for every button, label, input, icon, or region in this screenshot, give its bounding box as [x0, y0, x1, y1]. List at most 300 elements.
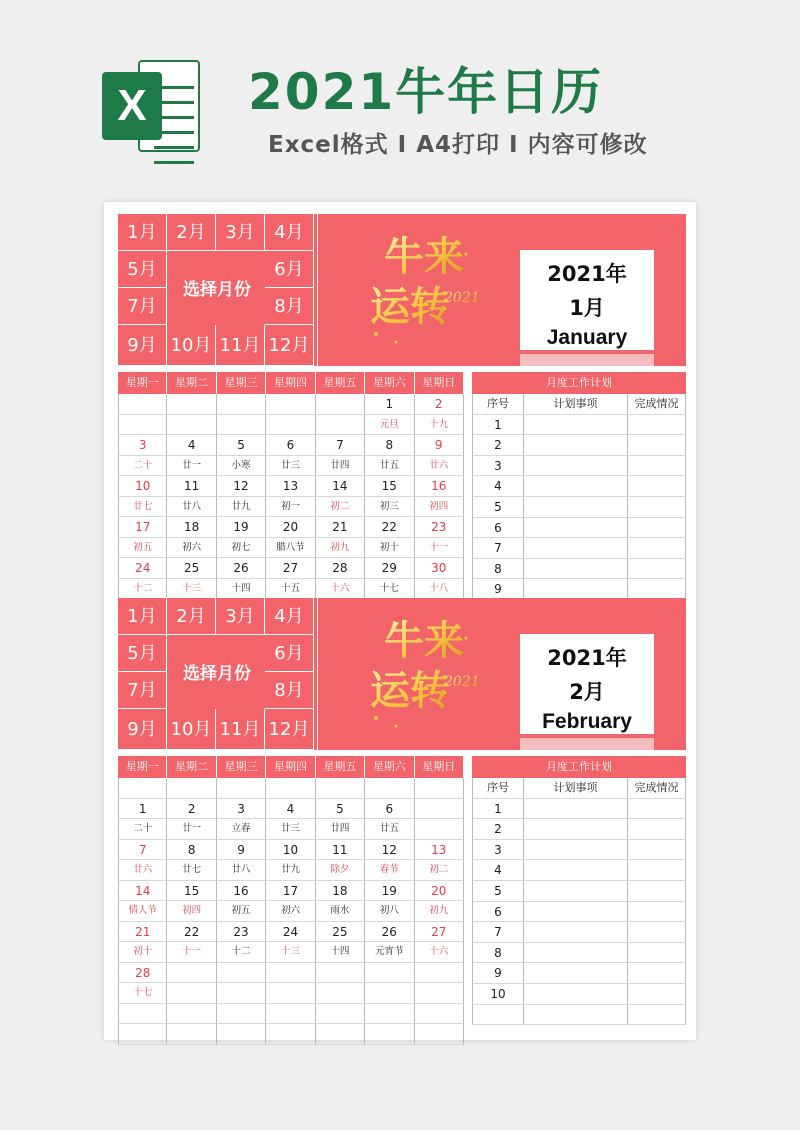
weekday-label: 星期三	[217, 756, 266, 778]
lunar-cell[interactable]: 十六	[415, 942, 464, 963]
plan-status-cell[interactable]	[628, 799, 686, 820]
date-cell[interactable]: 20	[415, 881, 464, 902]
lunar-cell[interactable]: 廿四	[316, 456, 365, 477]
month-button-3[interactable]: 3月	[216, 598, 265, 635]
plan-status-cell[interactable]	[628, 518, 686, 539]
date-cell[interactable]	[217, 1024, 266, 1045]
date-cell[interactable]: 6	[266, 435, 315, 456]
date-row	[118, 1004, 464, 1025]
month-button-9[interactable]: 9月	[118, 709, 167, 750]
lunar-cell[interactable]: 初一	[266, 497, 315, 518]
plan-item-cell[interactable]	[524, 518, 628, 539]
date-cell[interactable]: 1	[118, 799, 167, 820]
lunar-cell[interactable]: 元宵节	[365, 942, 414, 963]
weekday-header	[118, 756, 464, 778]
month-button-4[interactable]: 4月	[265, 598, 314, 635]
date-cell[interactable]: 7	[316, 435, 365, 456]
date-cell[interactable]	[167, 963, 216, 984]
ox-luck-calligraphy	[366, 608, 486, 738]
date-cell[interactable]	[266, 1004, 315, 1025]
plan-item-cell[interactable]	[524, 902, 628, 923]
date-cell[interactable]	[316, 778, 365, 799]
date-cell[interactable]	[217, 963, 266, 984]
plan-row	[472, 922, 686, 943]
date-row	[118, 922, 464, 943]
date-cell[interactable]: 25	[316, 922, 365, 943]
plan-status-cell[interactable]	[628, 943, 686, 964]
plan-number: 6	[472, 518, 524, 539]
date-cell[interactable]: 17	[266, 881, 315, 902]
plan-status-cell[interactable]	[628, 819, 686, 840]
date-cell[interactable]	[118, 1004, 167, 1025]
weekday-label: 星期三	[217, 372, 266, 394]
plan-row	[472, 476, 686, 497]
date-cell[interactable]	[316, 963, 365, 984]
lunar-cell[interactable]: 十三	[266, 942, 315, 963]
deco-line2: 运转	[370, 667, 450, 714]
plan-item-cell[interactable]	[524, 415, 628, 436]
date-cell[interactable]: 24	[266, 922, 315, 943]
date-cell[interactable]: 9	[217, 840, 266, 861]
lunar-cell[interactable]: 初六	[266, 901, 315, 922]
page-header	[0, 0, 800, 190]
weekday-label: 星期四	[266, 372, 315, 394]
date-cell[interactable]: 5	[316, 799, 365, 820]
date-cell[interactable]	[365, 963, 414, 984]
date-cell[interactable]	[217, 394, 266, 415]
date-cell[interactable]	[316, 1024, 365, 1045]
lunar-cell[interactable]: 情人节	[118, 901, 167, 922]
month-button-5[interactable]: 5月	[118, 251, 167, 288]
lunar-row	[118, 579, 464, 600]
date-cell[interactable]	[365, 778, 414, 799]
date-cell[interactable]: 13	[415, 840, 464, 861]
date-row	[118, 1024, 464, 1045]
lunar-cell[interactable]	[415, 983, 464, 1004]
date-cell[interactable]	[316, 394, 365, 415]
plan-number: 4	[472, 476, 524, 497]
deco-line2: 运转	[370, 283, 450, 330]
date-cell[interactable]	[415, 799, 464, 820]
plan-status-cell[interactable]	[628, 476, 686, 497]
date-cell[interactable]: 28	[118, 963, 167, 984]
monthly-plan-table	[472, 372, 686, 600]
month-button-6[interactable]: 6月	[265, 635, 314, 672]
lunar-cell[interactable]: 十六	[316, 579, 365, 600]
weekday-label: 星期五	[316, 756, 365, 778]
lunar-cell[interactable]: 初三	[365, 497, 414, 518]
date-cell[interactable]: 11	[316, 840, 365, 861]
date-cell[interactable]	[415, 778, 464, 799]
lunar-cell[interactable]: 初八	[365, 901, 414, 922]
plan-number: 2	[472, 435, 524, 456]
lunar-cell[interactable]: 廿八	[217, 860, 266, 881]
date-cell[interactable]: 4	[167, 435, 216, 456]
month-button-2[interactable]: 2月	[167, 598, 216, 635]
month-button-3[interactable]: 3月	[216, 214, 265, 251]
plan-number: 1	[472, 415, 524, 436]
plan-row	[472, 559, 686, 580]
plan-status-cell[interactable]	[628, 1005, 686, 1026]
plan-row	[472, 881, 686, 902]
lunar-cell[interactable]	[167, 983, 216, 1004]
month-button-12[interactable]: 12月	[265, 709, 314, 750]
month-button-5[interactable]: 5月	[118, 635, 167, 672]
month-button-7[interactable]: 7月	[118, 672, 167, 709]
date-cell[interactable]	[167, 394, 216, 415]
date-cell[interactable]	[365, 1004, 414, 1025]
date-cell[interactable]: 15	[365, 476, 414, 497]
plan-number: 3	[472, 840, 524, 861]
plan-number: 7	[472, 538, 524, 559]
plan-row	[472, 840, 686, 861]
date-cell[interactable]: 14	[118, 881, 167, 902]
date-cell[interactable]: 10	[266, 840, 315, 861]
date-cell[interactable]: 1	[365, 394, 414, 415]
date-cell[interactable]: 11	[167, 476, 216, 497]
date-row	[118, 840, 464, 861]
date-cell[interactable]: 30	[415, 558, 464, 579]
year-label: 2021年	[547, 262, 627, 286]
date-cell[interactable]: 8	[365, 435, 414, 456]
plan-number: 4	[472, 860, 524, 881]
lunar-cell[interactable]: 初六	[167, 538, 216, 559]
weekday-label: 星期二	[167, 756, 216, 778]
plan-status-cell[interactable]	[628, 415, 686, 436]
lunar-cell[interactable]: 春节	[365, 860, 414, 881]
lunar-cell[interactable]: 十八	[415, 579, 464, 600]
date-cell[interactable]: 3	[217, 799, 266, 820]
plan-status-cell[interactable]	[628, 456, 686, 477]
lunar-cell[interactable]: 初九	[316, 538, 365, 559]
plan-item-cell[interactable]	[524, 963, 628, 984]
month-button-11[interactable]: 11月	[216, 709, 265, 750]
lunar-cell[interactable]: 初十	[118, 942, 167, 963]
plan-status-cell[interactable]	[628, 579, 686, 600]
month-label: 2月	[569, 680, 605, 704]
date-cell[interactable]: 13	[266, 476, 315, 497]
date-cell[interactable]: 18	[167, 517, 216, 538]
lunar-cell[interactable]: 十二	[118, 579, 167, 600]
date-cell[interactable]	[167, 1024, 216, 1045]
plan-item-cell[interactable]	[524, 435, 628, 456]
date-cell[interactable]: 22	[167, 922, 216, 943]
month-button-10[interactable]: 10月	[167, 709, 216, 750]
lunar-cell[interactable]: 廿九	[266, 860, 315, 881]
date-cell[interactable]: 19	[365, 881, 414, 902]
plan-row	[472, 902, 686, 923]
date-cell[interactable]: 28	[316, 558, 365, 579]
plan-item-cell[interactable]	[524, 881, 628, 902]
date-cell[interactable]	[415, 963, 464, 984]
plan-row	[472, 435, 686, 456]
page-subtitle: Excel格式 I A4打印 I 内容可修改	[268, 132, 648, 158]
date-cell[interactable]: 26	[365, 922, 414, 943]
lunar-cell[interactable]: 十一	[167, 942, 216, 963]
ox-luck-calligraphy	[366, 224, 486, 354]
lunar-row	[118, 819, 464, 840]
plan-item-cell[interactable]	[524, 943, 628, 964]
date-cell[interactable]: 21	[316, 517, 365, 538]
lunar-cell[interactable]: 廿三	[266, 819, 315, 840]
year-label: 2021年	[547, 646, 627, 670]
plan-item-cell[interactable]	[524, 456, 628, 477]
plan-row	[472, 579, 686, 600]
calendar-grid	[118, 756, 464, 1045]
month-button-8[interactable]: 8月	[265, 288, 314, 325]
lunar-cell[interactable]	[167, 415, 216, 436]
date-row	[118, 435, 464, 456]
lunar-cell[interactable]: 十三	[167, 579, 216, 600]
date-cell[interactable]: 7	[118, 840, 167, 861]
plan-item-cell[interactable]	[524, 819, 628, 840]
lunar-cell[interactable]: 初二	[316, 497, 365, 518]
select-month-label[interactable]: 选择月份	[183, 280, 251, 300]
month-button-11[interactable]: 11月	[216, 325, 265, 366]
plan-item-cell[interactable]	[524, 922, 628, 943]
deco-year: 2021	[444, 290, 480, 306]
plan-col-no: 序号	[472, 778, 524, 799]
lunar-cell[interactable]: 十七	[365, 579, 414, 600]
lunar-cell[interactable]	[415, 819, 464, 840]
date-cell[interactable]	[266, 778, 315, 799]
month-banner	[118, 598, 686, 750]
weekday-label: 星期日	[415, 372, 464, 394]
lunar-cell[interactable]: 廿六	[118, 860, 167, 881]
lunar-cell[interactable]: 除夕	[316, 860, 365, 881]
lunar-cell[interactable]: 廿八	[167, 497, 216, 518]
lunar-cell[interactable]: 初九	[415, 901, 464, 922]
lunar-cell[interactable]	[365, 983, 414, 1004]
date-cell[interactable]	[415, 1004, 464, 1025]
date-cell[interactable]: 2	[167, 799, 216, 820]
lunar-cell[interactable]: 十四	[217, 579, 266, 600]
date-cell[interactable]: 16	[415, 476, 464, 497]
plan-number: 1	[472, 799, 524, 820]
month-button-10[interactable]: 10月	[167, 325, 216, 366]
plan-item-cell[interactable]	[524, 579, 628, 600]
plan-item-cell[interactable]	[524, 538, 628, 559]
weekday-label: 星期四	[266, 756, 315, 778]
date-cell[interactable]	[365, 1024, 414, 1045]
date-cell[interactable]: 9	[415, 435, 464, 456]
date-cell[interactable]: 19	[217, 517, 266, 538]
lunar-cell[interactable]	[316, 983, 365, 1004]
lunar-cell[interactable]: 十四	[316, 942, 365, 963]
plan-row	[472, 984, 686, 1005]
plan-status-cell[interactable]	[628, 538, 686, 559]
lunar-cell[interactable]: 二十	[118, 456, 167, 477]
plan-row	[472, 1005, 686, 1026]
plan-status-cell[interactable]	[628, 860, 686, 881]
lunar-cell[interactable]: 初二	[415, 860, 464, 881]
weekday-label: 星期五	[316, 372, 365, 394]
month-button-2[interactable]: 2月	[167, 214, 216, 251]
date-cell[interactable]: 5	[217, 435, 266, 456]
plan-header-row	[472, 778, 686, 799]
lunar-cell[interactable]: 廿四	[316, 819, 365, 840]
date-cell[interactable]: 27	[415, 922, 464, 943]
date-cell[interactable]: 16	[217, 881, 266, 902]
select-month-label[interactable]: 选择月份	[183, 664, 251, 684]
date-cell[interactable]: 26	[217, 558, 266, 579]
lunar-cell[interactable]: 廿一	[167, 819, 216, 840]
date-cell[interactable]	[316, 1004, 365, 1025]
date-cell[interactable]: 8	[167, 840, 216, 861]
month-button-12[interactable]: 12月	[265, 325, 314, 366]
lunar-cell[interactable]	[217, 983, 266, 1004]
date-cell[interactable]	[217, 778, 266, 799]
lunar-cell[interactable]: 立春	[217, 819, 266, 840]
lunar-cell[interactable]: 初四	[415, 497, 464, 518]
date-cell[interactable]: 25	[167, 558, 216, 579]
plan-status-cell[interactable]	[628, 922, 686, 943]
excel-icon	[102, 56, 202, 156]
lunar-cell[interactable]: 十九	[415, 415, 464, 436]
plan-number: 6	[472, 902, 524, 923]
lunar-row	[118, 497, 464, 518]
plan-item-cell[interactable]	[524, 984, 628, 1005]
plan-item-cell[interactable]	[524, 799, 628, 820]
lunar-cell[interactable]: 十二	[217, 942, 266, 963]
month-title-card	[520, 634, 654, 734]
lunar-cell[interactable]: 小寒	[217, 456, 266, 477]
plan-row	[472, 963, 686, 984]
plan-status-cell[interactable]	[628, 902, 686, 923]
date-cell[interactable]: 22	[365, 517, 414, 538]
lunar-cell[interactable]: 元旦	[365, 415, 414, 436]
month-button-1[interactable]: 1月	[118, 598, 167, 635]
date-cell[interactable]: 20	[266, 517, 315, 538]
lunar-cell[interactable]	[217, 415, 266, 436]
date-cell[interactable]	[167, 1004, 216, 1025]
lunar-cell[interactable]: 初五	[118, 538, 167, 559]
lunar-cell[interactable]: 廿五	[365, 819, 414, 840]
plan-item-cell[interactable]	[524, 497, 628, 518]
plan-number: 7	[472, 922, 524, 943]
plan-row	[472, 415, 686, 436]
month-button-6[interactable]: 6月	[265, 251, 314, 288]
lunar-cell[interactable]	[266, 415, 315, 436]
lunar-cell[interactable]: 初十	[365, 538, 414, 559]
date-cell[interactable]: 23	[415, 517, 464, 538]
date-cell[interactable]	[266, 963, 315, 984]
plan-col-status: 完成情况	[628, 394, 686, 415]
plan-item-cell[interactable]	[524, 840, 628, 861]
plan-item-cell[interactable]	[524, 476, 628, 497]
date-cell[interactable]: 18	[316, 881, 365, 902]
month-button-7[interactable]: 7月	[118, 288, 167, 325]
plan-status-cell[interactable]	[628, 840, 686, 861]
lunar-cell[interactable]: 廿三	[266, 456, 315, 477]
date-cell[interactable]	[118, 394, 167, 415]
calendar-sheet	[104, 202, 696, 1040]
lunar-cell[interactable]: 廿七	[167, 860, 216, 881]
date-cell[interactable]: 23	[217, 922, 266, 943]
date-cell[interactable]	[266, 1024, 315, 1045]
plan-item-cell[interactable]	[524, 1005, 628, 1026]
lunar-cell[interactable]: 廿七	[118, 497, 167, 518]
lunar-cell[interactable]: 廿九	[217, 497, 266, 518]
lunar-cell[interactable]	[316, 415, 365, 436]
date-cell[interactable]: 29	[365, 558, 414, 579]
date-cell[interactable]	[118, 1024, 167, 1045]
deco-line1: 牛来	[384, 233, 464, 280]
plan-status-cell[interactable]	[628, 963, 686, 984]
date-cell[interactable]	[415, 1024, 464, 1045]
plan-status-cell[interactable]	[628, 881, 686, 902]
month-selector-grid	[118, 598, 318, 750]
lunar-cell[interactable]: 二十	[118, 819, 167, 840]
weekday-label: 星期一	[118, 756, 167, 778]
month-button-1[interactable]: 1月	[118, 214, 167, 251]
lunar-cell[interactable]: 初七	[217, 538, 266, 559]
lunar-cell[interactable]: 十五	[266, 579, 315, 600]
lunar-cell[interactable]: 初五	[217, 901, 266, 922]
monthly-plan-table	[472, 756, 686, 1025]
date-cell[interactable]: 17	[118, 517, 167, 538]
lunar-cell[interactable]	[266, 983, 315, 1004]
month-button-4[interactable]: 4月	[265, 214, 314, 251]
plan-status-cell[interactable]	[628, 497, 686, 518]
weekday-label: 星期六	[365, 372, 414, 394]
date-cell[interactable]: 21	[118, 922, 167, 943]
date-cell[interactable]: 15	[167, 881, 216, 902]
date-cell[interactable]: 10	[118, 476, 167, 497]
lunar-cell[interactable]: 廿五	[365, 456, 414, 477]
lunar-cell[interactable]: 腊八节	[266, 538, 315, 559]
lunar-cell[interactable]: 雨水	[316, 901, 365, 922]
plan-number: 2	[472, 819, 524, 840]
plan-title: 月度工作计划	[472, 756, 686, 778]
plan-row	[472, 497, 686, 518]
plan-col-item: 计划事项	[524, 394, 628, 415]
lunar-cell[interactable]: 初四	[167, 901, 216, 922]
date-cell[interactable]: 4	[266, 799, 315, 820]
plan-number: 10	[472, 984, 524, 1005]
lunar-cell[interactable]: 十一	[415, 538, 464, 559]
month-button-9[interactable]: 9月	[118, 325, 167, 366]
plan-status-cell[interactable]	[628, 435, 686, 456]
plan-item-cell[interactable]	[524, 559, 628, 580]
plan-status-cell[interactable]	[628, 559, 686, 580]
lunar-cell[interactable]: 廿六	[415, 456, 464, 477]
date-cell[interactable]	[217, 1004, 266, 1025]
plan-status-cell[interactable]	[628, 984, 686, 1005]
plan-title: 月度工作计划	[472, 372, 686, 394]
date-cell[interactable]: 3	[118, 435, 167, 456]
plan-number: 5	[472, 497, 524, 518]
weekday-label: 星期日	[415, 756, 464, 778]
month-button-8[interactable]: 8月	[265, 672, 314, 709]
date-cell[interactable]: 12	[217, 476, 266, 497]
lunar-cell[interactable]: 十七	[118, 983, 167, 1004]
month-title-card	[520, 250, 654, 350]
date-cell[interactable]	[266, 394, 315, 415]
date-cell[interactable]	[167, 778, 216, 799]
lunar-cell[interactable]: 廿一	[167, 456, 216, 477]
lunar-cell[interactable]	[118, 415, 167, 436]
date-cell[interactable]: 2	[415, 394, 464, 415]
date-cell[interactable]: 27	[266, 558, 315, 579]
date-cell[interactable]: 14	[316, 476, 365, 497]
date-row	[118, 476, 464, 497]
date-cell[interactable]: 6	[365, 799, 414, 820]
date-cell[interactable]: 12	[365, 840, 414, 861]
plan-item-cell[interactable]	[524, 860, 628, 881]
date-cell[interactable]	[118, 778, 167, 799]
date-cell[interactable]: 24	[118, 558, 167, 579]
